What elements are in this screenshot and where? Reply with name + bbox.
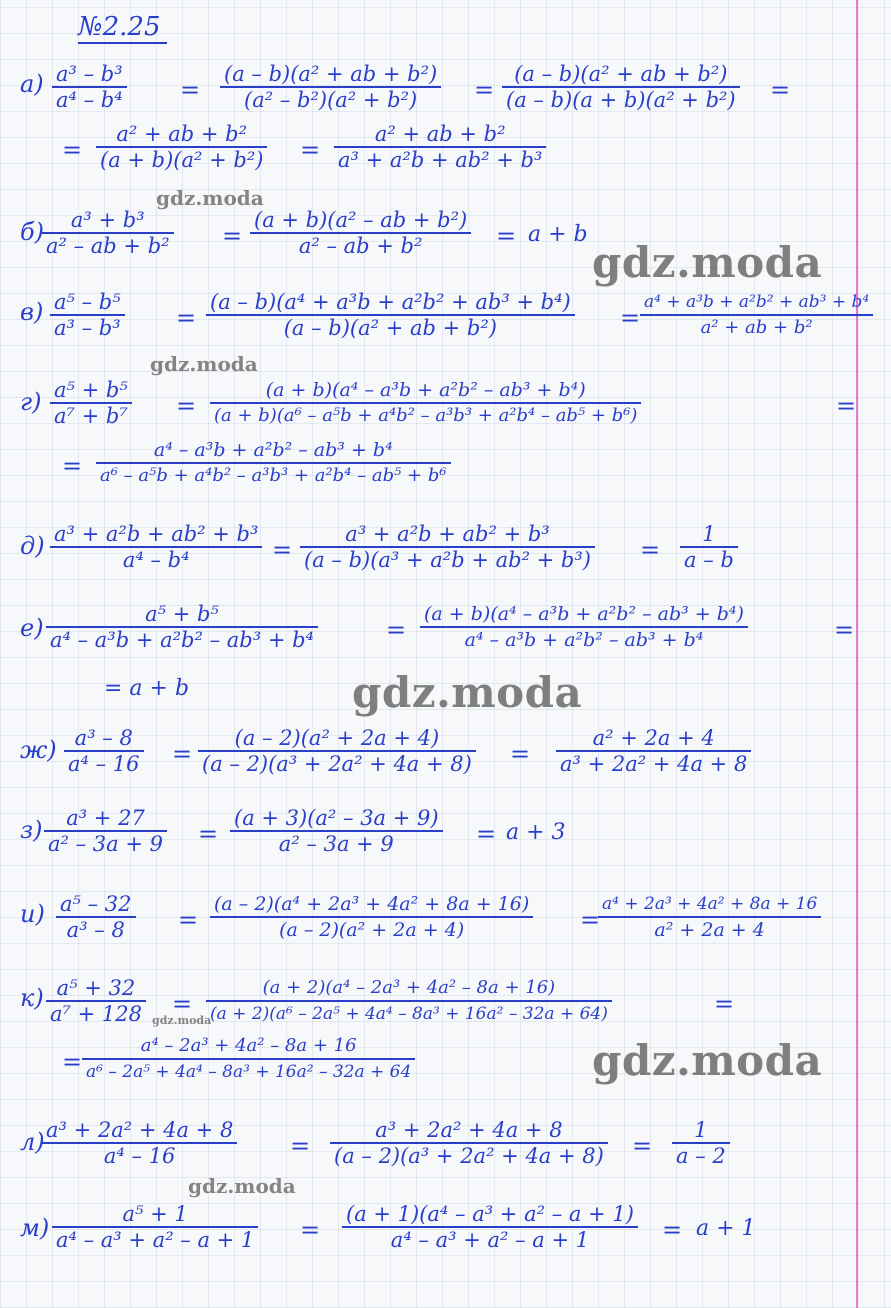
equals-sign: = <box>476 820 497 848</box>
fraction-m-2: $\frac{\text{(a + 1)(a⁴ – a³ + a² – a + 1)}}{\text{a⁴ – a³ + a² – a + 1}}$ <box>342 1202 638 1252</box>
item-label-z: з) <box>20 816 43 844</box>
fraction-v-3: $\frac{\text{a⁴ + a³b + a²b² + ab³ + b⁴}}{\text{a² + ab + b²}}$ <box>640 290 873 340</box>
item-label-a: а) <box>20 70 44 98</box>
fraction-i-1: $\frac{\text{a⁵ – 32}}{\text{a³ – 8}}$ <box>56 892 136 942</box>
fraction-zh-1: $\frac{\text{a³ – 8}}{\text{a⁴ – 16}}$ <box>64 726 144 776</box>
fraction-e-2: $\frac{\text{(a + b)(a⁴ – a³b + a²b² – ab³ + b⁴)}}{\text{a⁴ – a³b + a²b² – ab³ + b⁴}}$ <box>420 602 748 652</box>
fraction-l-2: $\frac{\text{a³ + 2a² + 4a + 8}}{\text{(a – 2)(a³ + 2a² + 4a + 8)}}$ <box>330 1118 608 1168</box>
item-label-b: б) <box>20 218 45 246</box>
fraction-a-3: $\frac{\text{(a – b)(a² + ab + b²)}}{\text{(a – b)(a + b)(a² + b²)}}$ <box>502 62 740 112</box>
item-label-e: е) <box>20 614 44 642</box>
fraction-a-5: $\frac{\text{a² + ab + b²}}{\text{a³ + a²b + ab² + b³}}$ <box>334 122 546 172</box>
equals-sign: = <box>62 452 83 480</box>
equals-sign: = <box>172 990 193 1018</box>
watermark: gdz.moda <box>592 1036 823 1085</box>
result-m: a + 1 <box>696 1216 756 1241</box>
fraction-z-1: $\frac{\text{a³ + 27}}{\text{a² – 3a + 9}}$ <box>44 806 167 856</box>
equals-sign: = <box>272 536 293 564</box>
fraction-d-1: $\frac{\text{a³ + a²b + ab² + b³}}{\text{a⁴ – b⁴}}$ <box>50 522 262 572</box>
fraction-l-3: $\frac{1}{a - 2}$ <box>672 1118 730 1168</box>
equals-sign: = <box>632 1132 653 1160</box>
result-z: a + 3 <box>506 820 566 845</box>
equals-sign: = <box>176 392 197 420</box>
equals-sign: = <box>62 136 83 164</box>
watermark: gdz.moda <box>592 238 823 287</box>
equals-sign: = <box>300 1216 321 1244</box>
watermark: gdz.moda <box>156 186 264 210</box>
equals-sign: = <box>714 990 735 1018</box>
fraction-e-1: $\frac{\text{a⁵ + b⁵}}{\text{a⁴ – a³b + a²b² – ab³ + b⁴}}$ <box>46 602 318 652</box>
fraction-i-3: $\frac{\text{a⁴ + 2a³ + 4a² + 8a + 16}}{\text{a² + 2a + 4}}$ <box>598 892 821 942</box>
fraction-m-1: $\frac{\text{a⁵ + 1}}{\text{a⁴ – a³ + a² – a + 1}}$ <box>52 1202 258 1252</box>
watermark: gdz.moda <box>152 1014 212 1027</box>
equals-sign: = <box>510 740 531 768</box>
watermark: gdz.moda <box>352 668 583 717</box>
fraction-a-2: $\frac{\text{(a – b)(a² + ab + b²)}}{\text{(a² – b²)(a² + b²)}}$ <box>220 62 441 112</box>
equals-sign: = <box>834 616 855 644</box>
fraction-i-2: $\frac{\text{(a – 2)(a⁴ + 2a³ + 4a² + 8a + 16)}}{\text{(a – 2)(a² + 2a + 4)}}$ <box>210 892 533 942</box>
equals-sign: = <box>198 820 219 848</box>
fraction-l-1: $\frac{\text{a³ + 2a² + 4a + 8}}{\text{a⁴ – 16}}$ <box>42 1118 237 1168</box>
fraction-d-3: $\frac{1}{a - b}$ <box>680 522 738 572</box>
equals-sign: = <box>180 76 201 104</box>
fraction-b-1: $\frac{\text{a³ + b³}}{\text{a² – ab + b²}}$ <box>42 208 174 258</box>
item-label-k: к) <box>20 984 44 1012</box>
fraction-zh-3: $\frac{\text{a² + 2a + 4}}{\text{a³ + 2a² + 4a + 8}}$ <box>556 726 751 776</box>
item-label-l: л) <box>20 1128 45 1156</box>
fraction-g-2: $\frac{\text{(a + b)(a⁴ – a³b + a²b² – ab³ + b⁴)}}{\text{(a + b)(a⁶ – a⁵b + a⁴b² – a³b³ + a²b⁴ – ab⁵ + b⁶)}}$ <box>210 378 641 428</box>
item-label-v: в) <box>20 298 44 326</box>
fraction-a-1: $\frac{\text{a³ – b³}}{\text{a⁴ – b⁴}}$ <box>52 62 127 112</box>
equals-sign: = <box>770 76 791 104</box>
watermark: gdz.moda <box>150 352 258 376</box>
equals-sign: = <box>496 222 517 250</box>
equals-sign: = <box>836 392 857 420</box>
equals-sign: = <box>62 1048 83 1076</box>
result-b: a + b <box>528 222 588 247</box>
item-label-zh: ж) <box>20 736 57 764</box>
fraction-z-2: $\frac{\text{(a + 3)(a² – 3a + 9)}}{\text{a² – 3a + 9}}$ <box>230 806 443 856</box>
margin-line <box>856 0 858 1308</box>
equals-sign: = <box>474 76 495 104</box>
fraction-k-1: $\frac{\text{a⁵ + 32}}{\text{a⁷ + 128}}$ <box>46 976 146 1026</box>
fraction-g-3: $\frac{\text{a⁴ – a³b + a²b² – ab³ + b⁴}}{\text{a⁶ – a⁵b + a⁴b² – a³b³ + a²b⁴ – ab⁵ + b⁶}}$ <box>96 438 451 488</box>
fraction-d-2: $\frac{\text{a³ + a²b + ab² + b³}}{\text{(a – b)(a³ + a²b + ab² + b³)}}$ <box>300 522 595 572</box>
item-label-i: и) <box>20 900 45 928</box>
page-title: №2.25 <box>78 12 167 44</box>
fraction-b-2: $\frac{\text{(a + b)(a² – ab + b²)}}{\text{a² – ab + b²}}$ <box>250 208 471 258</box>
equals-sign: = <box>640 536 661 564</box>
equals-sign: = <box>662 1216 683 1244</box>
fraction-v-1: $\frac{\text{a⁵ – b⁵}}{\text{a³ – b³}}$ <box>50 290 125 340</box>
watermark: gdz.moda <box>188 1174 296 1198</box>
equals-sign: = <box>580 906 601 934</box>
item-label-g: г) <box>20 388 42 416</box>
fraction-g-1: $\frac{\text{a⁵ + b⁵}}{\text{a⁷ + b⁷}}$ <box>50 378 132 428</box>
equals-sign: = <box>620 304 641 332</box>
equals-sign: = <box>178 906 199 934</box>
fraction-k-3: $\frac{\text{a⁴ – 2a³ + 4a² – 8a + 16}}{\text{a⁶ – 2a⁵ + 4a⁴ – 8a³ + 16a² – 32a + 64}}$ <box>82 1034 415 1084</box>
fraction-k-2: $\frac{\text{(a + 2)(a⁴ – 2a³ + 4a² – 8a + 16)}}{\text{(a + 2)(a⁶ – 2a⁵ + 4a⁴ – 8a³ + 16a² – 32a + 64)}}$ <box>206 976 612 1026</box>
equals-sign: = <box>176 304 197 332</box>
fraction-v-2: $\frac{\text{(a – b)(a⁴ + a³b + a²b² + ab³ + b⁴)}}{\text{(a – b)(a² + ab + b²)}}$ <box>206 290 575 340</box>
fraction-a-4: $\frac{\text{a² + ab + b²}}{\text{(a + b)(a² + b²)}}$ <box>96 122 267 172</box>
equals-sign: = <box>300 136 321 164</box>
fraction-zh-2: $\frac{\text{(a – 2)(a² + 2a + 4)}}{\text{(a – 2)(a³ + 2a² + 4a + 8)}}$ <box>198 726 476 776</box>
equals-sign: = <box>386 616 407 644</box>
result-e: = a + b <box>104 676 190 701</box>
item-label-d: д) <box>20 532 45 560</box>
equals-sign: = <box>290 1132 311 1160</box>
equals-sign: = <box>222 222 243 250</box>
equals-sign: = <box>172 740 193 768</box>
item-label-m: м) <box>20 1214 50 1242</box>
